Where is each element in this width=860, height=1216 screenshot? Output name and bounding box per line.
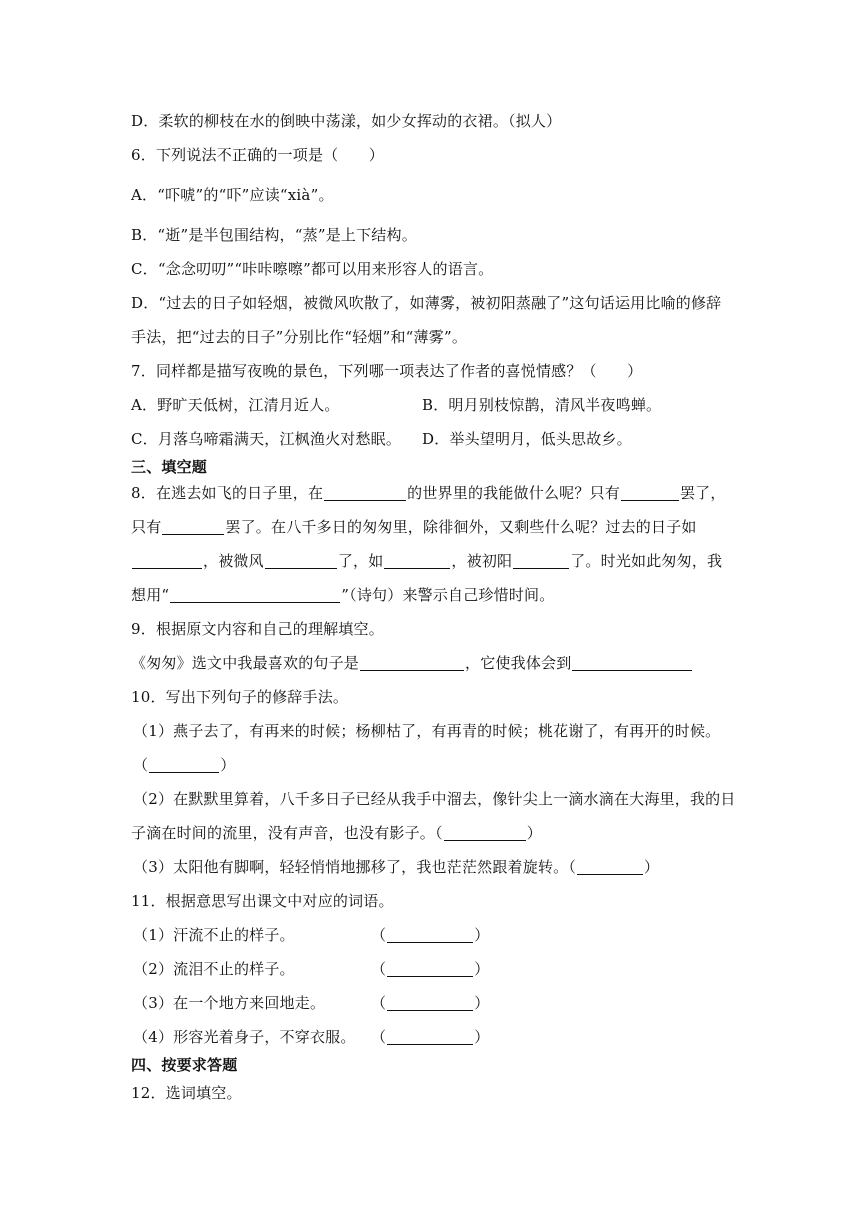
q6-option-d: D．“过去的日子如轻烟，被微风吹散了，如薄雾，被初阳蒸融了”这句话运用比喻的修辞 — [131, 294, 722, 312]
question-9: 9．根据原文内容和自己的理解填空。 — [131, 620, 384, 638]
q8-line-4: 想用“ ”（诗句）来警示自己珍惜时间。 — [131, 586, 555, 604]
question-10: 10．写出下列句子的修辞手法。 — [131, 688, 349, 706]
q11-item-4: （4）形容光着身子，不穿衣服。 — [133, 1028, 356, 1046]
q11-item-2: （2）流泪不止的样子。 — [133, 960, 295, 978]
q7-options-row-1 — [131, 395, 731, 415]
q11-item-4-answer: （ ） — [371, 1028, 490, 1046]
q11-item-1: （1）汗流不止的样子。 — [133, 926, 295, 944]
answer-blank[interactable] — [444, 824, 526, 841]
answer-blank[interactable] — [387, 1028, 473, 1045]
answer-blank[interactable] — [132, 552, 202, 569]
q10-item-1: （1）燕子去了，有再来的时候；杨柳枯了，有再青的时候；桃花谢了，有再开的时候。 — [133, 722, 721, 740]
q7-option-b: B．明月别枝惊鹊，清风半夜鸣蝉。 — [422, 396, 662, 414]
q10-item-1-answer: （ ） — [133, 756, 236, 774]
section-3-heading: 三、填空题 — [131, 458, 208, 476]
answer-blank[interactable] — [170, 586, 340, 603]
q7-option-d: D．举头望明月，低头思故乡。 — [422, 430, 632, 448]
question-12: 12．选词填空。 — [131, 1084, 242, 1102]
q7-option-c: C．月落乌啼霜满天，江枫渔火对愁眠。 — [131, 430, 402, 448]
answer-blank[interactable] — [324, 484, 406, 501]
q11-item-2-answer: （ ） — [371, 960, 490, 978]
q11-item-3-answer: （ ） — [371, 994, 490, 1012]
answer-blank[interactable] — [577, 858, 643, 875]
answer-blank[interactable] — [360, 654, 464, 671]
q10-item-2-cont: 子滴在时间的流里，没有声音，也没有影子。（ ） — [131, 824, 542, 842]
answer-blank[interactable] — [387, 960, 473, 977]
answer-blank[interactable] — [572, 654, 692, 671]
section-4-heading: 四、按要求答题 — [131, 1056, 238, 1074]
answer-blank[interactable] — [162, 518, 224, 535]
q8-line-1: 8．在逃去如飞的日子里，在 的世界里的我能做什么呢？只有 罢了， — [131, 484, 726, 502]
q10-item-3: （3）太阳他有脚啊，轻轻悄悄地挪移了，我也茫茫然跟着旋转。（ ） — [133, 858, 660, 876]
q6-option-d-cont: 手法，把“过去的日子”分别比作“轻烟”和“薄雾”。 — [131, 328, 468, 346]
q11-item-1-answer: （ ） — [371, 926, 490, 944]
answer-blank[interactable] — [384, 552, 450, 569]
q7-options-row-2 — [131, 429, 731, 449]
question-7: 7．同样都是描写夜晚的景色，下列哪一项表达了作者的喜悦情感？（ ） — [131, 362, 643, 380]
answer-blank[interactable] — [621, 484, 679, 501]
q7-option-a: A．野旷天低树，江清月近人。 — [131, 396, 340, 414]
answer-blank[interactable] — [513, 552, 569, 569]
question-11: 11．根据意思写出课文中对应的词语。 — [131, 892, 394, 910]
q10-item-2: （2）在默默里算着，八千多日子已经从我手中溜去，像针尖上一滴水滴在大海里，我的日 — [133, 790, 736, 808]
q8-line-3: ，被微风 了，如 ，被初阳 了。时光如此匆匆，我 — [131, 551, 722, 571]
q8-line-2: 只有 罢了。在八千多日的匆匆里，除徘徊外，又剩些什么呢？过去的日子如 — [131, 518, 697, 536]
q9-line-1: 《匆匆》选文中我最喜欢的句子是 ，它使我体会到 — [131, 653, 693, 673]
answer-blank[interactable] — [387, 926, 473, 943]
q6-option-c: C．“念念叨叨”“咔咔嚓嚓”都可以用来形容人的语言。 — [131, 260, 494, 278]
answer-blank[interactable] — [387, 994, 473, 1011]
q5-option-d: D．柔软的柳枝在水的倒映中荡漾，如少女挥动的衣裙。（拟人） — [131, 112, 562, 130]
question-6: 6．下列说法不正确的一项是（ ） — [131, 146, 384, 164]
q11-item-3: （3）在一个地方来回地走。 — [133, 994, 326, 1012]
answer-blank[interactable] — [265, 552, 337, 569]
q6-option-a: A．“吓唬”的“吓”应读“xià”。 — [131, 186, 334, 204]
answer-blank[interactable] — [149, 756, 219, 773]
q6-option-b: B．“逝”是半包围结构，“蒸”是上下结构。 — [131, 226, 417, 244]
